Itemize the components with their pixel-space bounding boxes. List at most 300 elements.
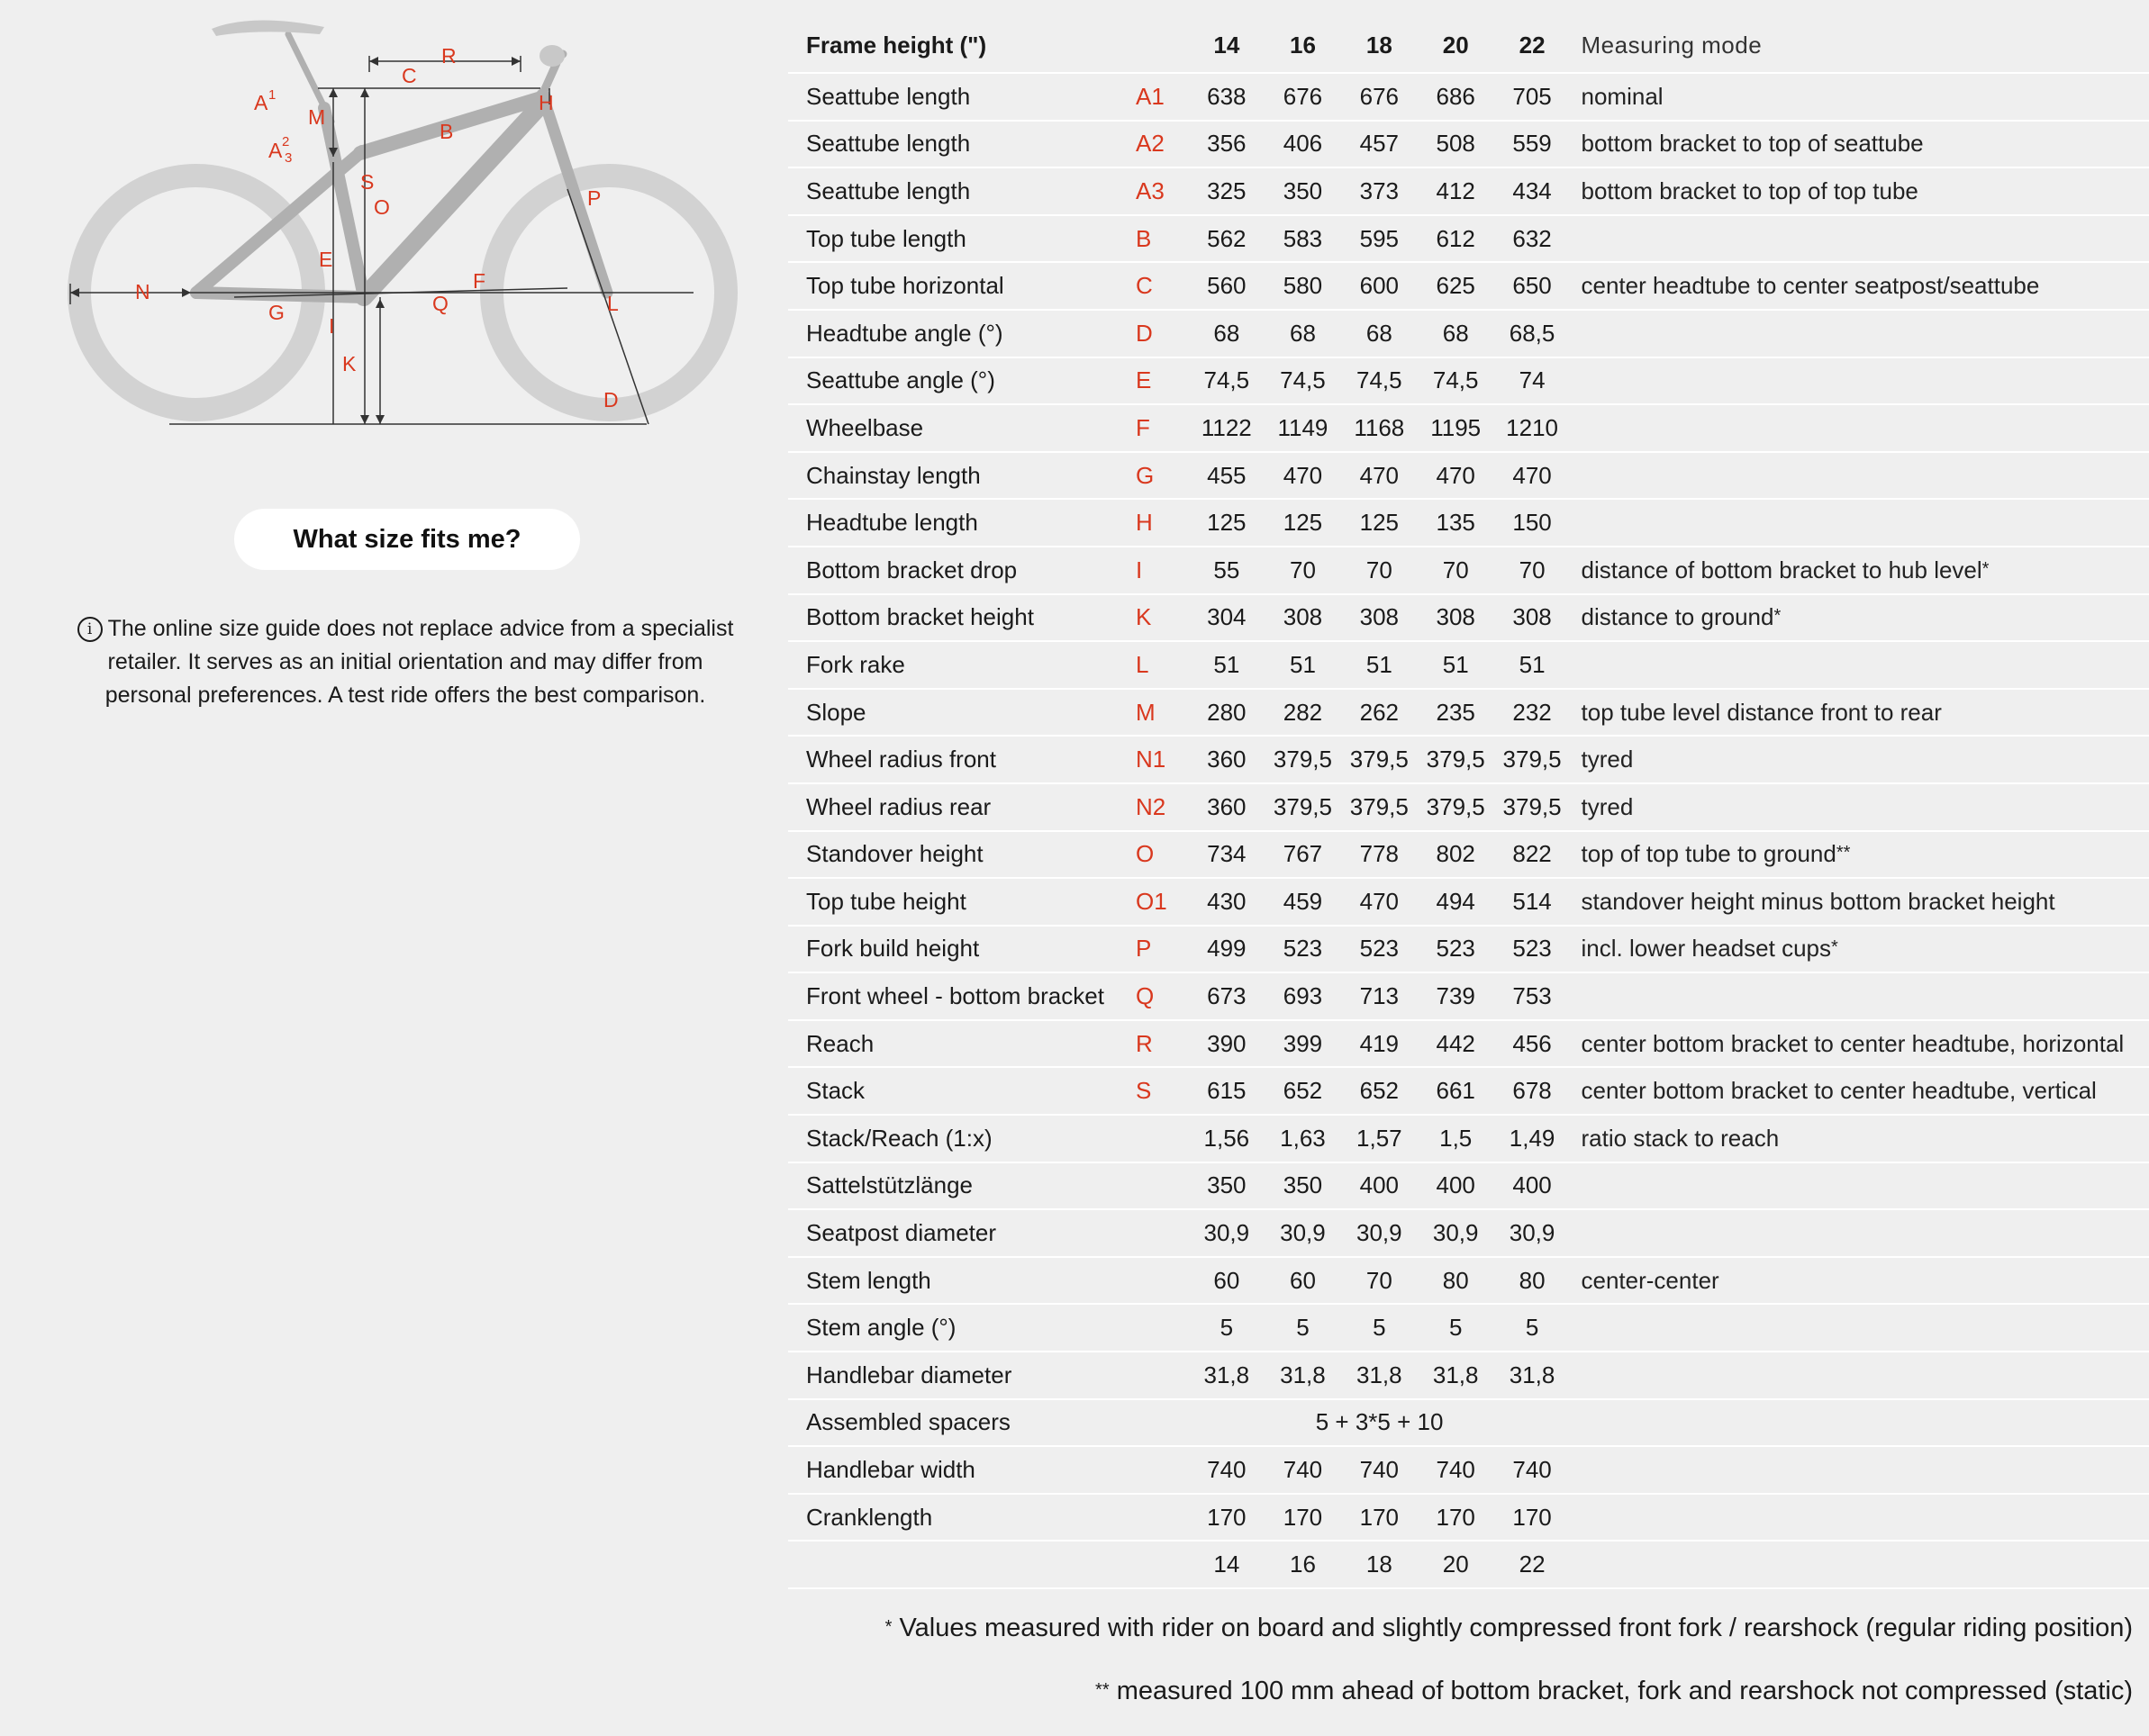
row-measuring-mode bbox=[1571, 689, 2149, 737]
row-value: 5 bbox=[1494, 1304, 1571, 1352]
row-measuring-mode bbox=[1571, 452, 2149, 500]
measuring-mode-text: center headtube to center seatpost/seattube bbox=[1581, 272, 2040, 300]
row-code: A3 bbox=[1136, 167, 1189, 215]
row-measuring-mode bbox=[1571, 1162, 2149, 1210]
row-value: 31,8 bbox=[1265, 1352, 1341, 1399]
row-value: 400 bbox=[1494, 1162, 1571, 1210]
row-label: Seattube length bbox=[788, 73, 1136, 121]
row-measuring-mode bbox=[1571, 1304, 2149, 1352]
row-label: Stack/Reach (1:x) bbox=[788, 1115, 1136, 1162]
footnote-mark: * bbox=[1831, 937, 1838, 958]
row-label: Stem length bbox=[788, 1257, 1136, 1305]
row-value: 508 bbox=[1418, 121, 1494, 168]
row-value: 740 bbox=[1341, 1446, 1418, 1494]
row-measuring-mode bbox=[1571, 594, 2149, 642]
row-value: 650 bbox=[1494, 262, 1571, 310]
row-value: 379,5 bbox=[1341, 736, 1418, 783]
row-value: 170 bbox=[1189, 1494, 1265, 1542]
table-row bbox=[788, 452, 2149, 500]
row-value: 740 bbox=[1494, 1446, 1571, 1494]
row-label: Wheel radius front bbox=[788, 736, 1136, 783]
row-label: Headtube length bbox=[788, 499, 1136, 547]
size-footer: 14 bbox=[1189, 1541, 1265, 1588]
row-label: Top tube length bbox=[788, 215, 1136, 263]
label-F: F bbox=[473, 269, 486, 293]
label-H: H bbox=[539, 91, 554, 114]
label-N: N bbox=[135, 280, 150, 303]
row-value: 70 bbox=[1418, 547, 1494, 594]
row-value: 282 bbox=[1265, 689, 1341, 737]
row-value: 430 bbox=[1189, 878, 1265, 926]
row-value: 580 bbox=[1265, 262, 1341, 310]
table-header-row bbox=[788, 18, 2149, 73]
row-value: 678 bbox=[1494, 1067, 1571, 1115]
row-code: B bbox=[1136, 215, 1189, 263]
size-footer: 22 bbox=[1494, 1541, 1571, 1588]
row-value: 74 bbox=[1494, 357, 1571, 405]
row-code: O1 bbox=[1136, 878, 1189, 926]
row-value: 70 bbox=[1494, 547, 1571, 594]
footnote-mark: * bbox=[1981, 558, 1990, 579]
row-value: 30,9 bbox=[1265, 1209, 1341, 1257]
svg-text:1: 1 bbox=[268, 87, 277, 103]
row-value: 686 bbox=[1418, 73, 1494, 121]
bike-geometry-diagram bbox=[63, 18, 757, 432]
row-value: 379,5 bbox=[1494, 783, 1571, 831]
row-value: 379,5 bbox=[1494, 736, 1571, 783]
table-row bbox=[788, 736, 2149, 783]
row-value: 1,57 bbox=[1341, 1115, 1418, 1162]
row-measuring-mode bbox=[1571, 878, 2149, 926]
table-row bbox=[788, 310, 2149, 357]
table-row bbox=[788, 357, 2149, 405]
table-row bbox=[788, 783, 2149, 831]
row-label: Fork rake bbox=[788, 641, 1136, 689]
row-value: 379,5 bbox=[1265, 783, 1341, 831]
row-measuring-mode bbox=[1571, 121, 2149, 168]
row-code: P bbox=[1136, 926, 1189, 973]
label-R: R bbox=[441, 44, 457, 68]
row-value: 412 bbox=[1418, 167, 1494, 215]
row-value: 583 bbox=[1265, 215, 1341, 263]
row-value: 523 bbox=[1494, 926, 1571, 973]
row-code: N1 bbox=[1136, 736, 1189, 783]
svg-text:2: 2 bbox=[282, 134, 290, 149]
measuring-mode-text: top of top tube to ground bbox=[1581, 840, 1836, 868]
row-measuring-mode bbox=[1571, 262, 2149, 310]
table-row bbox=[788, 499, 2149, 547]
row-value: 676 bbox=[1341, 73, 1418, 121]
row-value: 325 bbox=[1189, 167, 1265, 215]
label-A1: A bbox=[254, 91, 268, 114]
row-value: 434 bbox=[1494, 167, 1571, 215]
table-row bbox=[788, 641, 2149, 689]
row-value: 632 bbox=[1494, 215, 1571, 263]
label-K: K bbox=[342, 352, 357, 375]
row-code: L bbox=[1136, 641, 1189, 689]
row-code: Q bbox=[1136, 972, 1189, 1020]
table-row bbox=[788, 262, 2149, 310]
row-code: E bbox=[1136, 357, 1189, 405]
note-text: The online size guide does not replace advice from a specialist retailer. It serves as an initial orientation and may differ from personal preferences. A test ride offers the best comparison. bbox=[104, 616, 734, 708]
row-label: Assembled spacers bbox=[788, 1399, 1136, 1447]
row-value: 740 bbox=[1189, 1446, 1265, 1494]
row-value: 470 bbox=[1265, 452, 1341, 500]
row-measuring-mode bbox=[1571, 73, 2149, 121]
row-code bbox=[1136, 1257, 1189, 1305]
row-value: 373 bbox=[1341, 167, 1418, 215]
row-value: 5 bbox=[1341, 1304, 1418, 1352]
table-row bbox=[788, 926, 2149, 973]
footnote-single-asterisk: * Values measured with rider on board and slightly compressed front fork / rearshock (regular riding position) bbox=[884, 1614, 2133, 1642]
row-value: 456 bbox=[1494, 1020, 1571, 1068]
row-value: 150 bbox=[1494, 499, 1571, 547]
row-value: 304 bbox=[1189, 594, 1265, 642]
row-value: 514 bbox=[1494, 878, 1571, 926]
row-value: 612 bbox=[1418, 215, 1494, 263]
row-value: 523 bbox=[1341, 926, 1418, 973]
row-code: K bbox=[1136, 594, 1189, 642]
row-value: 51 bbox=[1341, 641, 1418, 689]
row-value: 523 bbox=[1418, 926, 1494, 973]
footnote-double-asterisk: ** measured 100 mm ahead of bottom bracket, fork and rearshock not compressed (static) bbox=[1095, 1677, 2133, 1705]
row-code bbox=[1136, 1446, 1189, 1494]
row-label: Slope bbox=[788, 689, 1136, 737]
row-value: 350 bbox=[1265, 1162, 1341, 1210]
table-row bbox=[788, 1352, 2149, 1399]
row-code: S bbox=[1136, 1067, 1189, 1115]
row-value: 350 bbox=[1265, 167, 1341, 215]
row-value: 753 bbox=[1494, 972, 1571, 1020]
table-row bbox=[788, 689, 2149, 737]
row-measuring-mode bbox=[1571, 547, 2149, 594]
row-value: 406 bbox=[1265, 121, 1341, 168]
label-I: I bbox=[329, 314, 335, 338]
measuring-mode-text: standover height minus bottom bracket height bbox=[1581, 887, 2055, 915]
row-value: 740 bbox=[1418, 1446, 1494, 1494]
row-value: 822 bbox=[1494, 831, 1571, 879]
table-footer-row bbox=[788, 1541, 2149, 1588]
row-value: 5 bbox=[1418, 1304, 1494, 1352]
row-measuring-mode bbox=[1571, 1494, 2149, 1542]
label-B: B bbox=[440, 120, 454, 143]
size-footer: 20 bbox=[1418, 1541, 1494, 1588]
table-row bbox=[788, 878, 2149, 926]
row-value: 390 bbox=[1189, 1020, 1265, 1068]
row-value: 70 bbox=[1341, 1257, 1418, 1305]
label-L: L bbox=[607, 292, 619, 315]
footnote-mark: ** bbox=[1836, 843, 1851, 863]
row-value: 560 bbox=[1189, 262, 1265, 310]
size-header: 16 bbox=[1265, 18, 1341, 73]
row-value: 1168 bbox=[1341, 404, 1418, 452]
row-measuring-mode bbox=[1571, 1115, 2149, 1162]
measuring-mode-text: incl. lower headset cups bbox=[1581, 935, 1831, 963]
info-icon: i bbox=[77, 617, 103, 642]
row-value: 135 bbox=[1418, 499, 1494, 547]
row-code bbox=[1136, 1494, 1189, 1542]
row-value: 30,9 bbox=[1494, 1209, 1571, 1257]
svg-text:3: 3 bbox=[285, 150, 293, 166]
table-row bbox=[788, 1209, 2149, 1257]
row-value: 739 bbox=[1418, 972, 1494, 1020]
row-measuring-mode bbox=[1571, 1446, 2149, 1494]
measuring-mode-header: Measuring mode bbox=[1571, 18, 2149, 73]
label-D: D bbox=[603, 388, 619, 411]
row-value: 68 bbox=[1341, 310, 1418, 357]
table-row bbox=[788, 594, 2149, 642]
frame-height-header: Frame height (") bbox=[788, 18, 1136, 73]
row-value: 802 bbox=[1418, 831, 1494, 879]
row-value: 68 bbox=[1189, 310, 1265, 357]
row-value: 51 bbox=[1418, 641, 1494, 689]
row-label: Standover height bbox=[788, 831, 1136, 879]
row-label: Seatpost diameter bbox=[788, 1209, 1136, 1257]
row-value: 1195 bbox=[1418, 404, 1494, 452]
row-value: 74,5 bbox=[1265, 357, 1341, 405]
row-value: 350 bbox=[1189, 1162, 1265, 1210]
row-value: 30,9 bbox=[1341, 1209, 1418, 1257]
row-code bbox=[1136, 1162, 1189, 1210]
size-footer: 16 bbox=[1265, 1541, 1341, 1588]
row-value: 1,5 bbox=[1418, 1115, 1494, 1162]
row-label: Headtube angle (°) bbox=[788, 310, 1136, 357]
table-row bbox=[788, 1257, 2149, 1305]
geometry-table bbox=[788, 18, 2149, 1589]
row-value: 5 bbox=[1189, 1304, 1265, 1352]
row-value: 60 bbox=[1189, 1257, 1265, 1305]
row-code: D bbox=[1136, 310, 1189, 357]
measuring-mode-text: ratio stack to reach bbox=[1581, 1124, 1780, 1152]
row-code: A1 bbox=[1136, 73, 1189, 121]
row-value: 1,56 bbox=[1189, 1115, 1265, 1162]
row-measuring-mode bbox=[1571, 1399, 2149, 1447]
row-measuring-mode bbox=[1571, 1020, 2149, 1068]
table-row bbox=[788, 404, 2149, 452]
measuring-mode-text: center bottom bracket to center headtube, vertical bbox=[1581, 1077, 2097, 1105]
table-row bbox=[788, 1304, 2149, 1352]
measuring-mode-text: tyred bbox=[1581, 746, 1634, 773]
measuring-mode-text: center-center bbox=[1581, 1266, 1719, 1294]
row-measuring-mode bbox=[1571, 831, 2149, 879]
row-measuring-mode bbox=[1571, 972, 2149, 1020]
row-value: 661 bbox=[1418, 1067, 1494, 1115]
label-S: S bbox=[360, 170, 375, 194]
row-value: 170 bbox=[1418, 1494, 1494, 1542]
label-G: G bbox=[268, 301, 285, 324]
row-value: 562 bbox=[1189, 215, 1265, 263]
row-value: 705 bbox=[1494, 73, 1571, 121]
row-label: Top tube height bbox=[788, 878, 1136, 926]
row-label: Fork build height bbox=[788, 926, 1136, 973]
measuring-mode-text: top tube level distance front to rear bbox=[1581, 698, 1942, 726]
footnote-mark: * bbox=[1773, 606, 1782, 627]
row-measuring-mode bbox=[1571, 499, 2149, 547]
row-value: 360 bbox=[1189, 783, 1265, 831]
row-value: 693 bbox=[1265, 972, 1341, 1020]
row-value: 713 bbox=[1341, 972, 1418, 1020]
table-row bbox=[788, 73, 2149, 121]
label-M: M bbox=[308, 105, 326, 129]
row-label: Cranklength bbox=[788, 1494, 1136, 1542]
row-label: Front wheel - bottom bracket bbox=[788, 972, 1136, 1020]
row-value: 55 bbox=[1189, 547, 1265, 594]
table-row bbox=[788, 831, 2149, 879]
row-value: 31,8 bbox=[1418, 1352, 1494, 1399]
measuring-mode-text: nominal bbox=[1581, 82, 1664, 110]
row-measuring-mode bbox=[1571, 167, 2149, 215]
table-row bbox=[788, 1162, 2149, 1210]
row-label: Handlebar diameter bbox=[788, 1352, 1136, 1399]
row-value: 595 bbox=[1341, 215, 1418, 263]
row-label: Sattelstützlänge bbox=[788, 1162, 1136, 1210]
table-row bbox=[788, 1067, 2149, 1115]
row-label: Stem angle (°) bbox=[788, 1304, 1136, 1352]
table-row bbox=[788, 215, 2149, 263]
row-value: 494 bbox=[1418, 878, 1494, 926]
size-guide-note bbox=[63, 612, 748, 712]
row-measuring-mode bbox=[1571, 215, 2149, 263]
row-value: 280 bbox=[1189, 689, 1265, 737]
row-value: 51 bbox=[1494, 641, 1571, 689]
row-measuring-mode bbox=[1571, 357, 2149, 405]
row-value: 308 bbox=[1494, 594, 1571, 642]
measuring-mode-text: bottom bracket to top of top tube bbox=[1581, 176, 1918, 204]
row-value: 676 bbox=[1265, 73, 1341, 121]
row-value: 400 bbox=[1418, 1162, 1494, 1210]
row-value: 170 bbox=[1494, 1494, 1571, 1542]
row-value: 70 bbox=[1341, 547, 1418, 594]
row-value: 470 bbox=[1341, 452, 1418, 500]
row-code: H bbox=[1136, 499, 1189, 547]
row-value: 170 bbox=[1265, 1494, 1341, 1542]
measuring-mode-text: distance of bottom bracket to hub level bbox=[1581, 556, 1982, 583]
row-code: O bbox=[1136, 831, 1189, 879]
row-value: 308 bbox=[1265, 594, 1341, 642]
row-value: 778 bbox=[1341, 831, 1418, 879]
row-value: 455 bbox=[1189, 452, 1265, 500]
row-label: Top tube horizontal bbox=[788, 262, 1136, 310]
row-value: 125 bbox=[1189, 499, 1265, 547]
row-value: 470 bbox=[1341, 878, 1418, 926]
measuring-mode-text: distance to ground bbox=[1581, 603, 1774, 631]
row-value: 125 bbox=[1265, 499, 1341, 547]
row-code: I bbox=[1136, 547, 1189, 594]
row-value: 51 bbox=[1189, 641, 1265, 689]
row-value: 125 bbox=[1341, 499, 1418, 547]
row-label: Seattube length bbox=[788, 167, 1136, 215]
size-header: 22 bbox=[1494, 18, 1571, 73]
row-code: G bbox=[1136, 452, 1189, 500]
row-measuring-mode bbox=[1571, 641, 2149, 689]
label-Q: Q bbox=[432, 292, 449, 315]
measuring-mode-text: tyred bbox=[1581, 792, 1634, 820]
row-value: 400 bbox=[1341, 1162, 1418, 1210]
label-P: P bbox=[587, 186, 602, 210]
row-value: 5 bbox=[1265, 1304, 1341, 1352]
row-value: 442 bbox=[1418, 1020, 1494, 1068]
table-row bbox=[788, 972, 2149, 1020]
table-row bbox=[788, 1020, 2149, 1068]
row-measuring-mode bbox=[1571, 310, 2149, 357]
row-value: 459 bbox=[1265, 878, 1341, 926]
row-value: 70 bbox=[1265, 547, 1341, 594]
row-label: Wheelbase bbox=[788, 404, 1136, 452]
table-row bbox=[788, 1115, 2149, 1162]
label-C: C bbox=[402, 64, 417, 87]
row-value: 51 bbox=[1265, 641, 1341, 689]
row-value: 379,5 bbox=[1418, 783, 1494, 831]
table-row bbox=[788, 1494, 2149, 1542]
measuring-mode-text: bottom bracket to top of seattube bbox=[1581, 130, 1924, 158]
row-value: 499 bbox=[1189, 926, 1265, 973]
row-value: 68 bbox=[1265, 310, 1341, 357]
row-value: 457 bbox=[1341, 121, 1418, 168]
label-E: E bbox=[319, 248, 333, 271]
row-value: 80 bbox=[1418, 1257, 1494, 1305]
row-measuring-mode bbox=[1571, 404, 2149, 452]
row-value: 740 bbox=[1265, 1446, 1341, 1494]
table-row bbox=[788, 547, 2149, 594]
row-value: 74,5 bbox=[1341, 357, 1418, 405]
row-measuring-mode bbox=[1571, 1352, 2149, 1399]
row-value: 360 bbox=[1189, 736, 1265, 783]
row-code: F bbox=[1136, 404, 1189, 452]
row-label: Wheel radius rear bbox=[788, 783, 1136, 831]
measuring-mode-text: center bottom bracket to center headtube, horizontal bbox=[1581, 1029, 2125, 1057]
row-value: 232 bbox=[1494, 689, 1571, 737]
table-row bbox=[788, 167, 2149, 215]
row-value: 31,8 bbox=[1494, 1352, 1571, 1399]
row-label: Seattube angle (°) bbox=[788, 357, 1136, 405]
row-measuring-mode bbox=[1571, 926, 2149, 973]
row-label: Seattube length bbox=[788, 121, 1136, 168]
row-code: A2 bbox=[1136, 121, 1189, 168]
table-row bbox=[788, 1446, 2149, 1494]
row-measuring-mode bbox=[1571, 783, 2149, 831]
row-label: Chainstay length bbox=[788, 452, 1136, 500]
row-label: Stack bbox=[788, 1067, 1136, 1115]
row-value: 470 bbox=[1418, 452, 1494, 500]
row-value: 60 bbox=[1265, 1257, 1341, 1305]
row-value: 74,5 bbox=[1418, 357, 1494, 405]
row-value: 638 bbox=[1189, 73, 1265, 121]
row-value: 30,9 bbox=[1418, 1209, 1494, 1257]
row-value: 734 bbox=[1189, 831, 1265, 879]
row-value: 262 bbox=[1341, 689, 1418, 737]
row-code bbox=[1136, 1115, 1189, 1162]
size-guide-button[interactable]: What size fits me? bbox=[234, 509, 580, 570]
row-value: 419 bbox=[1341, 1020, 1418, 1068]
label-O: O bbox=[374, 195, 390, 219]
row-code: C bbox=[1136, 262, 1189, 310]
row-value: 600 bbox=[1341, 262, 1418, 310]
row-code bbox=[1136, 1399, 1189, 1447]
row-value: 1149 bbox=[1265, 404, 1341, 452]
row-value: 673 bbox=[1189, 972, 1265, 1020]
row-value: 30,9 bbox=[1189, 1209, 1265, 1257]
row-value: 80 bbox=[1494, 1257, 1571, 1305]
row-code bbox=[1136, 1352, 1189, 1399]
label-A2: A bbox=[268, 139, 283, 162]
row-measuring-mode bbox=[1571, 736, 2149, 783]
row-value: 170 bbox=[1341, 1494, 1418, 1542]
row-value: 470 bbox=[1494, 452, 1571, 500]
row-label: Bottom bracket height bbox=[788, 594, 1136, 642]
row-span-value: 5 + 3*5 + 10 bbox=[1189, 1399, 1571, 1447]
row-value: 308 bbox=[1341, 594, 1418, 642]
row-measuring-mode bbox=[1571, 1067, 2149, 1115]
